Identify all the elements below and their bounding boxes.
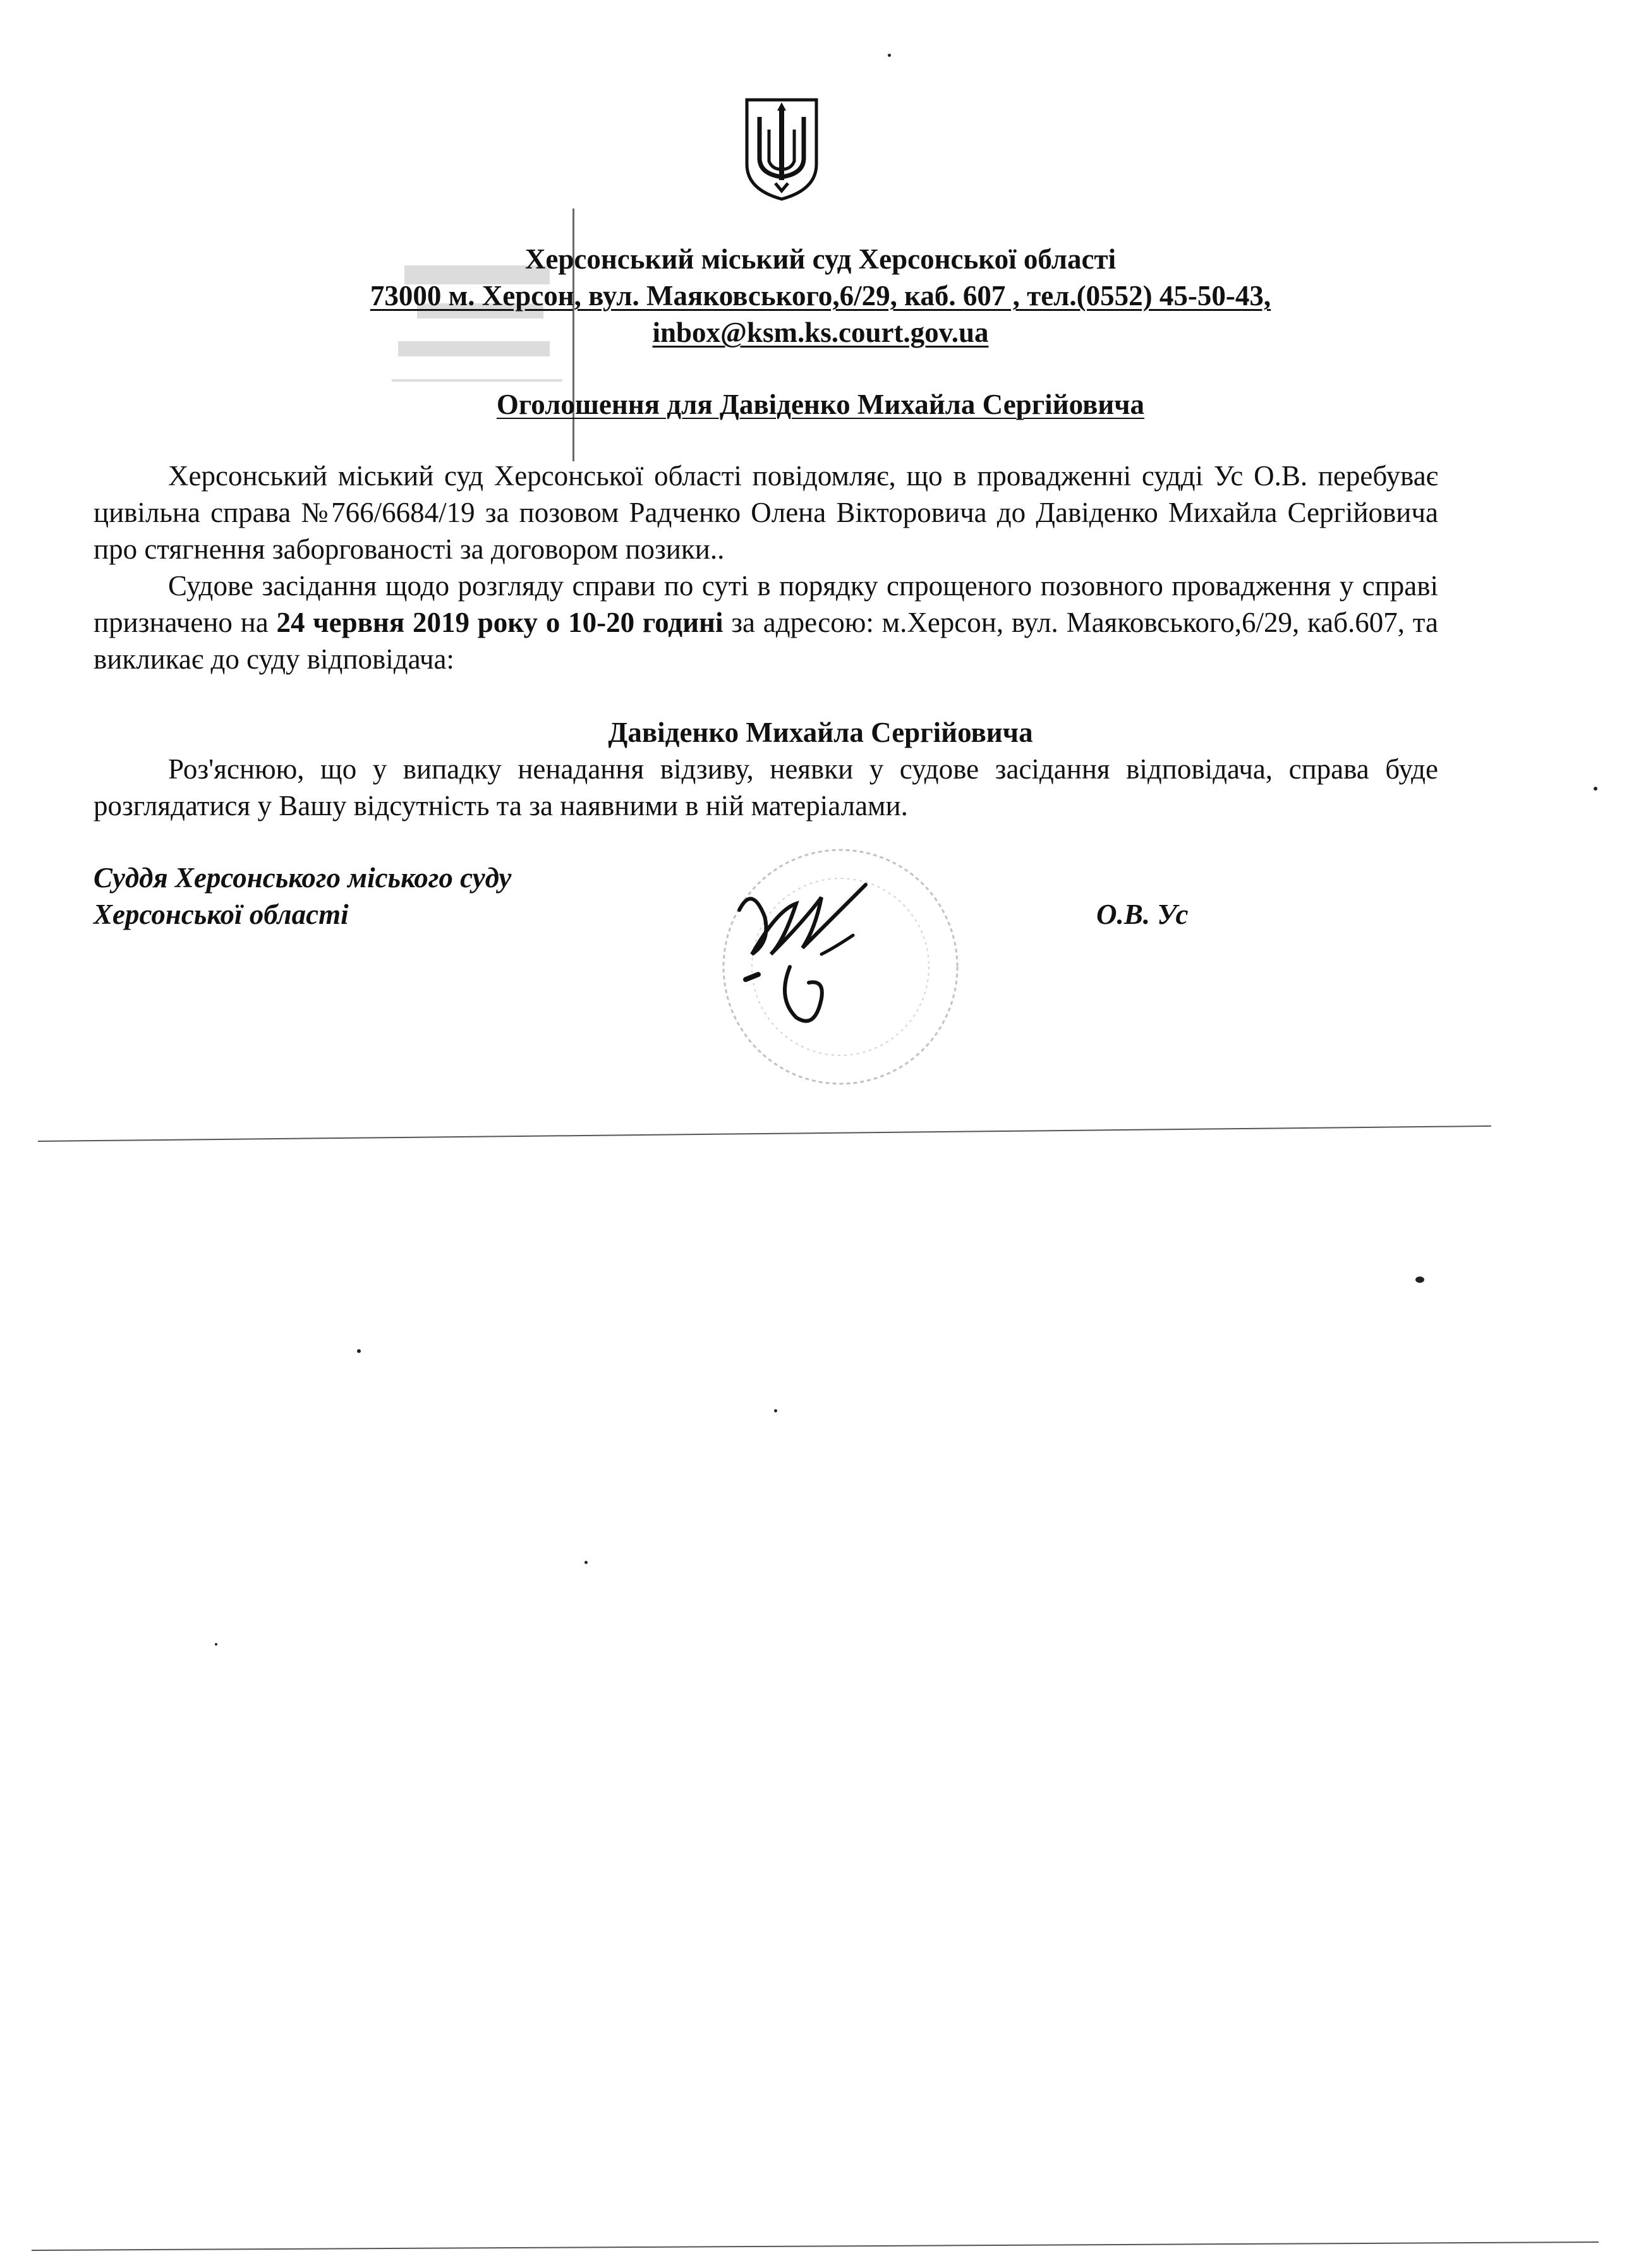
scan-speck [584,1561,588,1564]
hearing-datetime: 24 червня 2019 року о 10-20 годині [276,607,724,638]
handwritten-signature [727,872,891,1036]
paragraph-notice-text: Херсонський міський суд Херсонської області повідомляє, що в провадженні судді Ус О.В. перебуває цивільна справа №766/6684/19 за позовом Радченко Олена Вікторовича до Давіденко Михайла Сергійовича про стягнення заборгованості за договором позики.. [94,460,1438,565]
scan-speck [357,1349,361,1353]
scan-line-middle [38,1125,1491,1142]
judge-title-line1: Суддя Херсонського міського суду [94,862,512,894]
court-address-text: 73000 м. Херсон, вул. Маяковського,6/29, каб. 607 , тел.(0552) 45-50-43, [370,280,1271,312]
court-name: Херсонський міський суд Херсонської області [524,243,1117,275]
paragraph-notice [94,458,1438,567]
scan-speck [215,1643,217,1646]
scan-speck [1594,787,1597,791]
announcement-title [0,387,1641,422]
court-address [0,278,1641,313]
paragraph-explanation [94,751,1438,824]
announcement-title-text: Оголошення для Давіденко Михайла Сергійовича [496,389,1145,420]
paragraph-hearing-text [94,567,1438,677]
paragraph-hearing [94,567,1438,677]
scan-speck [774,1409,777,1412]
defendant-name: Давіденко Михайла Сергійовича [608,717,1033,748]
scan-speck [888,54,891,57]
hearing-text-before: Судове засідання щодо розгляду справи по суті в порядку спрощеного позовного провадження у справі призначено на [94,570,1438,638]
trident-icon [741,95,823,202]
judge-title [94,859,511,933]
scan-speck [1415,1277,1424,1283]
scan-line-bottom [32,2241,1599,2251]
judge-name: О.В. Ус [1096,899,1189,930]
court-email [0,315,1641,350]
judge-title-line2: Херсонської області [94,899,349,930]
court-email-text: inbox@ksm.ks.court.gov.ua [652,317,989,348]
hearing-text-after: за адресою: м.Херсон, вул. Маяковського,6/29, каб.607, та викликає до суду відповідача: [94,607,1438,675]
paragraph-explanation-text: Роз'яснюю, що у випадку ненадання відзиву, неявки у судове засідання відповідача, справа буде розглядатися у Вашу відсутність та за наявними в ній матеріалами. [94,753,1438,822]
